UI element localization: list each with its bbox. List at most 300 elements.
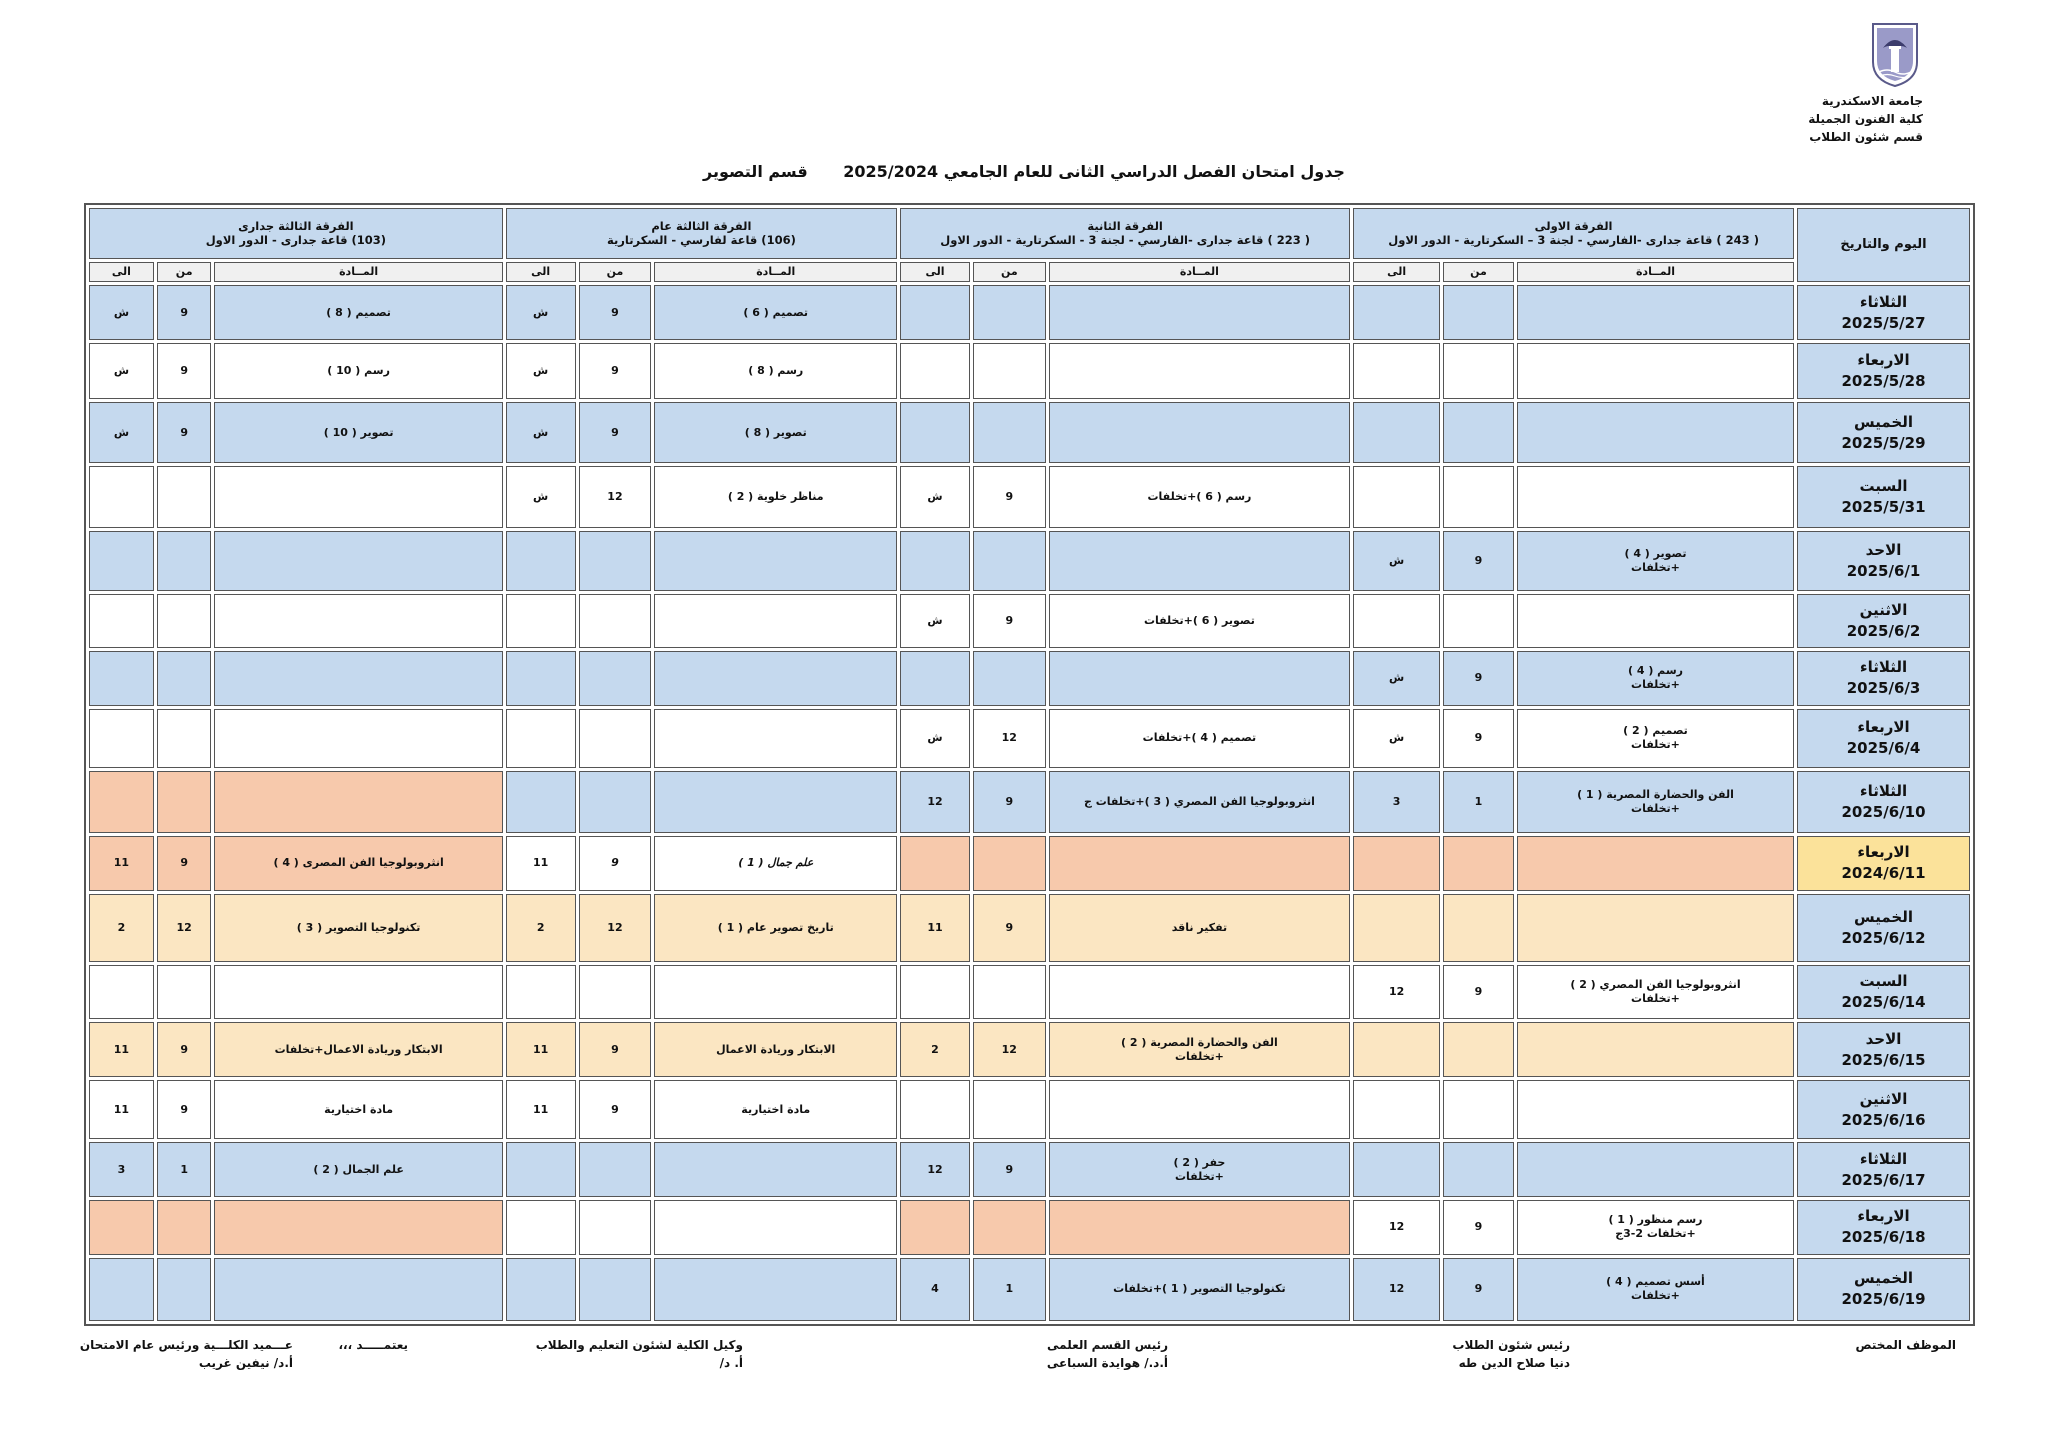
signature-title: رئيس القسم العلمى bbox=[1047, 1338, 1168, 1352]
subject-cell bbox=[214, 709, 502, 769]
subject-cell bbox=[1517, 466, 1794, 528]
to-time-cell: 11 bbox=[506, 1080, 576, 1140]
subject-cell: مادة اختيارية bbox=[214, 1080, 502, 1140]
group-hall: ( 223 ) قاعة جدارى -الفارسي - لجنة 3 - السكرتارية - الدور الاول bbox=[940, 233, 1310, 248]
to-time-cell: ش bbox=[89, 285, 154, 341]
subject-cell bbox=[214, 466, 502, 528]
table-row bbox=[89, 651, 1970, 706]
subject-cell bbox=[1049, 531, 1350, 591]
from-time-cell bbox=[1443, 836, 1514, 891]
to-time-cell: 12 bbox=[900, 1142, 970, 1197]
from-time-cell bbox=[973, 1080, 1046, 1140]
subject-column-header: المــادة bbox=[1049, 262, 1350, 282]
table-row bbox=[89, 1200, 1970, 1255]
day-name: الاربعاء bbox=[1857, 843, 1910, 862]
table-row bbox=[89, 594, 1970, 649]
from-time-cell: 12 bbox=[579, 894, 652, 962]
day-name: الاثنين bbox=[1859, 600, 1908, 619]
subject-cell: علم الجمال ( 2 ) bbox=[214, 1142, 502, 1197]
subject-cell bbox=[654, 594, 897, 649]
table-row bbox=[89, 531, 1970, 591]
day-name: الاربعاء bbox=[1857, 1207, 1910, 1226]
from-time-cell bbox=[1443, 1080, 1514, 1140]
to-time-cell: 12 bbox=[1353, 1200, 1440, 1255]
exam-date: 2025/6/16 bbox=[1841, 1110, 1926, 1129]
to-time-cell: 2 bbox=[506, 894, 576, 962]
subject-cell bbox=[1517, 836, 1794, 891]
university-logo-icon bbox=[1867, 18, 1923, 88]
from-time-cell bbox=[973, 402, 1046, 463]
to-time-cell: 12 bbox=[900, 771, 970, 833]
column-label-row bbox=[89, 262, 1970, 282]
subject-cell bbox=[214, 771, 502, 833]
signature-title: الموظف المختص bbox=[1855, 1338, 1956, 1352]
group-hall: (103) قاعة جدارى - الدور الاول bbox=[205, 233, 387, 248]
table-row bbox=[89, 709, 1970, 769]
exam-date: 2025/6/4 bbox=[1846, 739, 1921, 758]
to-time-cell: 12 bbox=[1353, 1258, 1440, 1321]
to-time-cell: ش bbox=[89, 402, 154, 463]
from-time-cell bbox=[579, 709, 652, 769]
subject-column-header: المــادة bbox=[214, 262, 502, 282]
exam-date: 2025/5/27 bbox=[1841, 313, 1926, 332]
subject-cell: انثروبولوجيا الفن المصرى ( 4 ) bbox=[214, 836, 502, 891]
group-hall: ( 243 ) قاعة جدارى -الفارسي - لجنة 3 – السكرتارية - الدور الاول bbox=[1388, 233, 1759, 248]
section-name: قسم شئون الطلاب bbox=[1809, 130, 1923, 144]
from-time-cell: 9 bbox=[579, 836, 652, 891]
from-time-cell: 9 bbox=[1443, 709, 1514, 769]
to-time-cell bbox=[900, 531, 970, 591]
table-row bbox=[89, 1142, 1970, 1197]
subject-cell bbox=[1049, 1080, 1350, 1140]
from-time-cell: 9 bbox=[157, 1022, 212, 1077]
subject-cell: الابتكار وريادة الاعمال+تخلفات bbox=[214, 1022, 502, 1077]
subject-cell: تكنولوجيا التصوير ( 1 )+تخلفات bbox=[1049, 1258, 1350, 1321]
subject-column-header: المــادة bbox=[1517, 262, 1794, 282]
day-name: الثلاثاء bbox=[1859, 658, 1908, 677]
signatures bbox=[0, 1336, 2048, 1386]
to-time-cell: ش bbox=[900, 466, 970, 528]
table-row bbox=[89, 1258, 1970, 1321]
subject-cell bbox=[654, 965, 897, 1020]
from-time-cell: 12 bbox=[157, 894, 212, 962]
from-time-cell: 12 bbox=[579, 466, 652, 528]
from-time-cell: 9 bbox=[973, 771, 1046, 833]
group-name: الفرقة الثالثة عام bbox=[651, 219, 752, 234]
day-name: الثلاثاء bbox=[1859, 782, 1908, 801]
subject-cell bbox=[654, 1200, 897, 1255]
day-name: الاحد bbox=[1865, 540, 1902, 559]
from-time-cell: 9 bbox=[973, 1142, 1046, 1197]
from-time-cell bbox=[157, 709, 212, 769]
from-time-cell bbox=[579, 1142, 652, 1197]
from-time-cell bbox=[579, 965, 652, 1020]
subject-cell bbox=[1517, 402, 1794, 463]
to-time-cell: ش bbox=[506, 343, 576, 399]
day-date-cell bbox=[1797, 285, 1970, 341]
to-time-cell bbox=[506, 531, 576, 591]
subject-cell: مناظر خلوية ( 2 ) bbox=[654, 466, 897, 528]
subject-cell bbox=[654, 709, 897, 769]
to-time-cell: ش bbox=[506, 402, 576, 463]
subject-cell bbox=[1517, 1142, 1794, 1197]
to-column-header: الى bbox=[900, 262, 970, 282]
from-time-cell: 9 bbox=[157, 1080, 212, 1140]
to-time-cell bbox=[1353, 343, 1440, 399]
exam-date: 2025/6/12 bbox=[1841, 928, 1926, 947]
from-time-cell bbox=[579, 594, 652, 649]
to-time-cell bbox=[900, 1200, 970, 1255]
to-time-cell bbox=[900, 651, 970, 706]
to-time-cell: ش bbox=[506, 285, 576, 341]
subject-cell: تفكير ناقد bbox=[1049, 894, 1350, 962]
signature-name: أ.د/ نيفين غريب bbox=[198, 1356, 293, 1370]
to-time-cell bbox=[89, 651, 154, 706]
from-time-cell: 9 bbox=[973, 594, 1046, 649]
from-time-cell bbox=[579, 531, 652, 591]
to-time-cell bbox=[89, 771, 154, 833]
exam-date: 2025/6/14 bbox=[1841, 993, 1926, 1012]
signature-name: دنيا صلاح الدين طه bbox=[1458, 1356, 1570, 1370]
subject-cell bbox=[1049, 836, 1350, 891]
from-time-cell bbox=[579, 771, 652, 833]
exam-schedule bbox=[84, 203, 1975, 1326]
subject-cell bbox=[214, 651, 502, 706]
to-time-cell bbox=[89, 1258, 154, 1321]
day-date-cell bbox=[1797, 531, 1970, 591]
to-time-cell: 11 bbox=[89, 836, 154, 891]
subject-cell: تصميم ( 6 ) bbox=[654, 285, 897, 341]
to-time-cell bbox=[1353, 594, 1440, 649]
exam-date: 2025/6/1 bbox=[1846, 561, 1921, 580]
from-time-cell: 9 bbox=[1443, 1258, 1514, 1321]
day-date-cell bbox=[1797, 771, 1970, 833]
to-time-cell bbox=[89, 1200, 154, 1255]
to-time-cell: ش bbox=[1353, 651, 1440, 706]
group-name: الفرقة الاولى bbox=[1534, 219, 1613, 234]
table-row bbox=[89, 343, 1970, 399]
subject-cell: حفر ( 2 ) +تخلفات bbox=[1049, 1142, 1350, 1197]
from-time-cell bbox=[157, 965, 212, 1020]
group-name: الفرقة الثانية bbox=[1087, 219, 1163, 234]
subject-cell bbox=[1049, 343, 1350, 399]
from-column-header: من bbox=[579, 262, 652, 282]
from-time-cell: 9 bbox=[579, 1080, 652, 1140]
from-time-cell: 9 bbox=[1443, 651, 1514, 706]
subject-cell bbox=[214, 594, 502, 649]
from-time-cell: 12 bbox=[973, 1022, 1046, 1077]
to-time-cell bbox=[900, 965, 970, 1020]
exam-date: 2025/5/29 bbox=[1841, 433, 1926, 452]
exam-date: 2025/6/17 bbox=[1841, 1170, 1926, 1189]
exam-date: 2025/5/28 bbox=[1841, 372, 1926, 391]
day-name: الاربعاء bbox=[1857, 351, 1910, 370]
from-time-cell bbox=[157, 466, 212, 528]
subject-cell: الفن والحضارة المصرية ( 2 ) +تخلفات bbox=[1049, 1022, 1350, 1077]
signature-title: عـــميد الكلـــية ورئيس عام الامتحان bbox=[79, 1338, 293, 1352]
subject-cell: رسم ( 8 ) bbox=[654, 343, 897, 399]
exam-date: 2025/6/15 bbox=[1841, 1050, 1926, 1069]
to-time-cell: ش bbox=[900, 594, 970, 649]
signature-title: وكيل الكلية لشئون التعليم والطلاب bbox=[535, 1338, 743, 1352]
from-time-cell: 9 bbox=[973, 894, 1046, 962]
from-time-cell bbox=[973, 531, 1046, 591]
to-time-cell bbox=[1353, 836, 1440, 891]
approval-label: يعتمـــــد ،،، bbox=[338, 1338, 408, 1352]
to-time-cell bbox=[900, 402, 970, 463]
table-row bbox=[89, 965, 1970, 1020]
from-time-cell: 9 bbox=[157, 343, 212, 399]
from-time-cell bbox=[157, 531, 212, 591]
subject-cell: تاريخ تصوير عام ( 1 ) bbox=[654, 894, 897, 962]
to-time-cell bbox=[900, 343, 970, 399]
from-time-cell bbox=[1443, 1142, 1514, 1197]
subject-cell bbox=[214, 965, 502, 1020]
group-header-third-mural bbox=[89, 208, 503, 259]
from-time-cell bbox=[973, 343, 1046, 399]
day-name: الاربعاء bbox=[1857, 718, 1910, 737]
from-time-cell bbox=[1443, 1022, 1514, 1077]
subject-cell: انثروبولوجيا الفن المصري ( 3 )+تخلفات ج bbox=[1049, 771, 1350, 833]
to-time-cell: 4 bbox=[900, 1258, 970, 1321]
day-name: الثلاثاء bbox=[1859, 1149, 1908, 1168]
to-time-cell bbox=[900, 1080, 970, 1140]
from-time-cell: 9 bbox=[973, 466, 1046, 528]
day-name: السبت bbox=[1859, 477, 1908, 495]
to-time-cell bbox=[506, 594, 576, 649]
to-column-header: الى bbox=[506, 262, 576, 282]
from-time-cell bbox=[973, 836, 1046, 891]
day-date-cell bbox=[1797, 1200, 1970, 1255]
from-time-cell bbox=[1443, 894, 1514, 962]
subject-cell bbox=[1049, 402, 1350, 463]
from-time-cell bbox=[1443, 402, 1514, 463]
from-time-cell: 12 bbox=[973, 709, 1046, 769]
from-column-header: من bbox=[973, 262, 1046, 282]
from-time-cell bbox=[973, 651, 1046, 706]
to-time-cell bbox=[1353, 1142, 1440, 1197]
subject-cell bbox=[1517, 894, 1794, 962]
to-time-cell bbox=[89, 531, 154, 591]
to-time-cell bbox=[506, 965, 576, 1020]
subject-cell bbox=[1517, 285, 1794, 341]
from-time-cell bbox=[973, 965, 1046, 1020]
subject-cell bbox=[214, 1258, 502, 1321]
from-time-cell bbox=[157, 1200, 212, 1255]
to-column-header: الى bbox=[1353, 262, 1440, 282]
to-time-cell bbox=[506, 709, 576, 769]
exam-date: 2024/6/11 bbox=[1841, 864, 1926, 883]
from-time-cell bbox=[157, 651, 212, 706]
to-time-cell: ش bbox=[1353, 531, 1440, 591]
subject-cell: تصوير ( 6 )+تخلفات bbox=[1049, 594, 1350, 649]
from-time-cell: 9 bbox=[157, 402, 212, 463]
day-date-cell bbox=[1797, 709, 1970, 769]
day-date-cell bbox=[1797, 1080, 1970, 1140]
subject-cell: تصميم ( 4 )+تخلفات bbox=[1049, 709, 1350, 769]
subject-cell: علم جمال ( 1 ) bbox=[654, 836, 897, 891]
subject-cell bbox=[1517, 594, 1794, 649]
from-time-cell bbox=[579, 651, 652, 706]
to-time-cell: 2 bbox=[89, 894, 154, 962]
subject-cell: رسم ( 6 )+تخلفات bbox=[1049, 466, 1350, 528]
to-time-cell: 11 bbox=[900, 894, 970, 962]
day-date-cell bbox=[1797, 594, 1970, 649]
from-time-cell: 9 bbox=[579, 1022, 652, 1077]
table-row bbox=[89, 285, 1970, 341]
exam-date: 2025/6/10 bbox=[1841, 803, 1926, 822]
day-date-cell bbox=[1797, 894, 1970, 962]
subject-cell: تصميم ( 8 ) bbox=[214, 285, 502, 341]
to-time-cell bbox=[1353, 894, 1440, 962]
subject-cell: انثروبولوجيا الفن المصري ( 2 ) +تخلفات bbox=[1517, 965, 1794, 1020]
to-time-cell: 2 bbox=[900, 1022, 970, 1077]
subject-cell bbox=[1517, 1080, 1794, 1140]
from-time-cell: 9 bbox=[1443, 531, 1514, 591]
exam-schedule-table bbox=[86, 205, 1973, 1324]
subject-cell bbox=[1517, 1022, 1794, 1077]
table-row bbox=[89, 894, 1970, 962]
subject-cell: تكنولوجيا التصوير ( 3 ) bbox=[214, 894, 502, 962]
from-time-cell: 9 bbox=[157, 285, 212, 341]
to-time-cell: 11 bbox=[89, 1022, 154, 1077]
to-time-cell: ش bbox=[89, 343, 154, 399]
from-time-cell: 9 bbox=[579, 343, 652, 399]
to-time-cell: ش bbox=[506, 466, 576, 528]
table-row bbox=[89, 466, 1970, 528]
from-time-cell bbox=[973, 285, 1046, 341]
to-time-cell: 11 bbox=[506, 1022, 576, 1077]
from-time-cell: 1 bbox=[157, 1142, 212, 1197]
from-time-cell: 9 bbox=[1443, 965, 1514, 1020]
to-time-cell: 3 bbox=[1353, 771, 1440, 833]
day-date-cell bbox=[1797, 651, 1970, 706]
to-time-cell: ش bbox=[900, 709, 970, 769]
to-time-cell: 12 bbox=[1353, 965, 1440, 1020]
exam-date: 2025/6/2 bbox=[1846, 621, 1921, 640]
signature-title: رئيس شئون الطلاب bbox=[1452, 1338, 1570, 1352]
subject-cell: مادة اختيارية bbox=[654, 1080, 897, 1140]
subject-column-header: المــادة bbox=[654, 262, 897, 282]
to-time-cell: ش bbox=[1353, 709, 1440, 769]
exam-date: 2025/6/18 bbox=[1841, 1228, 1926, 1247]
to-time-cell: 11 bbox=[506, 836, 576, 891]
to-time-cell bbox=[1353, 285, 1440, 341]
to-time-cell bbox=[506, 1142, 576, 1197]
vice-dean-signature bbox=[536, 1336, 743, 1372]
group-header-second-year bbox=[900, 208, 1350, 259]
dean-signature bbox=[80, 1336, 293, 1372]
employee-signature bbox=[1855, 1336, 1956, 1354]
subject-cell: تصوير ( 4 ) +تخلفات bbox=[1517, 531, 1794, 591]
to-time-cell: 3 bbox=[89, 1142, 154, 1197]
to-time-cell bbox=[506, 1200, 576, 1255]
exam-date: 2025/6/3 bbox=[1846, 679, 1921, 698]
schedule-title: جدول امتحان الفصل الدراسي الثانى للعام الجامعي 2025/2024 bbox=[843, 162, 1345, 181]
table-row bbox=[89, 1022, 1970, 1077]
from-time-cell bbox=[1443, 343, 1514, 399]
to-time-cell bbox=[900, 285, 970, 341]
day-date-cell bbox=[1797, 402, 1970, 463]
exam-date: 2025/5/31 bbox=[1841, 498, 1926, 516]
from-time-cell bbox=[157, 1258, 212, 1321]
table-row bbox=[89, 1080, 1970, 1140]
table-row bbox=[89, 402, 1970, 463]
to-time-cell bbox=[1353, 402, 1440, 463]
from-time-cell: 9 bbox=[579, 402, 652, 463]
group-header-first-year bbox=[1353, 208, 1794, 259]
university-name: جامعة الاسكندرية bbox=[1821, 94, 1923, 108]
subject-cell bbox=[654, 531, 897, 591]
to-time-cell bbox=[89, 594, 154, 649]
subject-cell: رسم منظور ( 1 ) +تخلفات 2-3ج bbox=[1517, 1200, 1794, 1255]
from-column-header: من bbox=[1443, 262, 1514, 282]
from-time-cell bbox=[973, 1200, 1046, 1255]
table-row bbox=[89, 836, 1970, 891]
day-name: الثلاثاء bbox=[1859, 292, 1908, 311]
subject-cell bbox=[214, 1200, 502, 1255]
to-time-cell bbox=[900, 836, 970, 891]
to-time-cell bbox=[89, 965, 154, 1020]
day-date-cell bbox=[1797, 343, 1970, 399]
subject-cell: رسم ( 10 ) bbox=[214, 343, 502, 399]
subject-cell: رسم ( 4 ) +تخلفات bbox=[1517, 651, 1794, 706]
student-affairs-signature bbox=[1452, 1336, 1570, 1372]
day-date-cell bbox=[1797, 1142, 1970, 1197]
from-time-cell bbox=[579, 1258, 652, 1321]
subject-cell bbox=[1049, 285, 1350, 341]
from-time-cell bbox=[157, 771, 212, 833]
from-time-cell: 1 bbox=[973, 1258, 1046, 1321]
group-hall: (106) قاعة لفارسي - السكرتارية bbox=[607, 233, 796, 248]
subject-cell bbox=[654, 1258, 897, 1321]
day-date-header: اليوم والتاريخ bbox=[1797, 208, 1970, 282]
from-time-cell bbox=[579, 1200, 652, 1255]
subject-cell bbox=[654, 651, 897, 706]
day-name: الاثنين bbox=[1859, 1089, 1908, 1108]
subject-cell: تصميم ( 2 ) +تخلفات bbox=[1517, 709, 1794, 769]
signature-name: أ. د/ bbox=[719, 1356, 743, 1370]
subject-cell: أسس تصميم ( 4 ) +تخلفات bbox=[1517, 1258, 1794, 1321]
to-time-cell bbox=[506, 651, 576, 706]
table-row bbox=[89, 771, 1970, 833]
to-time-cell bbox=[506, 771, 576, 833]
subject-cell: الابتكار وريادة الاعمال bbox=[654, 1022, 897, 1077]
to-time-cell bbox=[89, 466, 154, 528]
subject-cell: الفن والحضارة المصرية ( 1 ) +تخلفات bbox=[1517, 771, 1794, 833]
subject-cell bbox=[1049, 965, 1350, 1020]
subject-cell: تصوير ( 10 ) bbox=[214, 402, 502, 463]
day-date-cell bbox=[1797, 965, 1970, 1020]
to-time-cell bbox=[89, 709, 154, 769]
from-column-header: من bbox=[157, 262, 212, 282]
day-name: الخميس bbox=[1854, 412, 1913, 431]
to-time-cell bbox=[1353, 1022, 1440, 1077]
subject-cell bbox=[654, 1142, 897, 1197]
from-time-cell: 9 bbox=[157, 836, 212, 891]
from-time-cell bbox=[1443, 285, 1514, 341]
day-name: السبت bbox=[1859, 972, 1908, 991]
subject-cell bbox=[654, 771, 897, 833]
subject-cell bbox=[1049, 651, 1350, 706]
day-name: الاحد bbox=[1865, 1029, 1902, 1048]
day-date-cell bbox=[1797, 1022, 1970, 1077]
day-date-cell bbox=[1797, 466, 1970, 528]
subject-cell bbox=[1517, 343, 1794, 399]
from-time-cell: 9 bbox=[579, 285, 652, 341]
to-column-header: الى bbox=[89, 262, 154, 282]
group-header-row bbox=[89, 208, 1970, 259]
